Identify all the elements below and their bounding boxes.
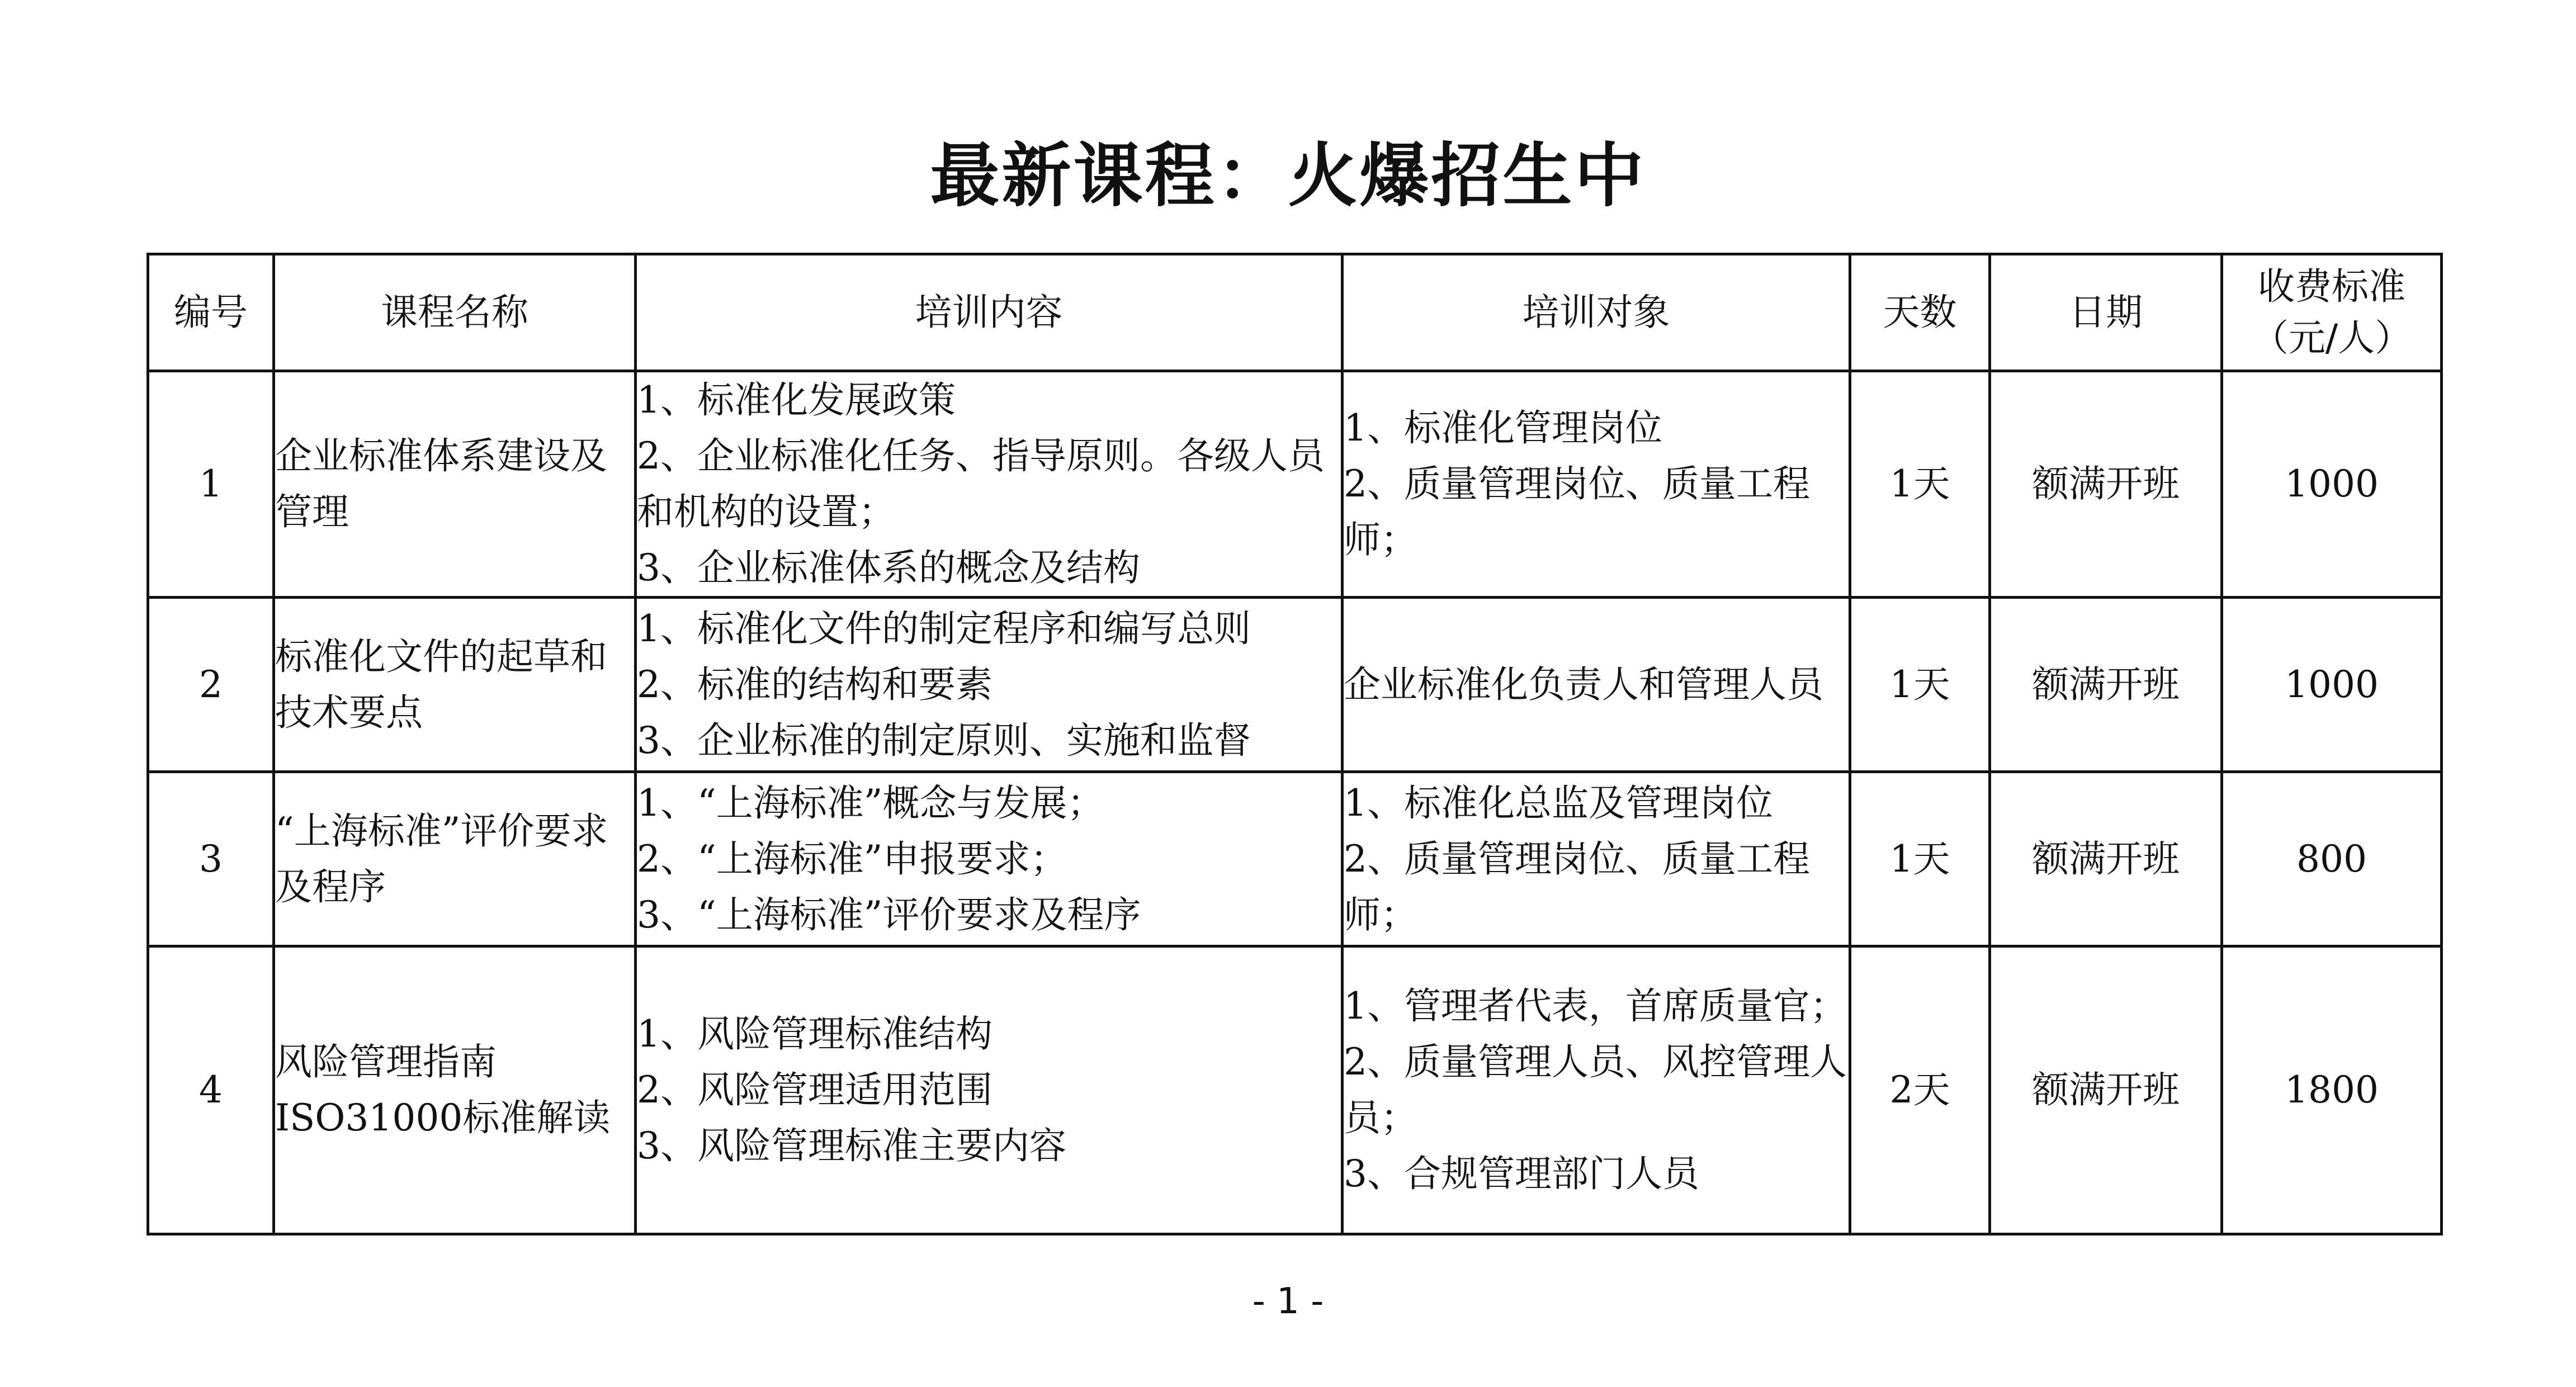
target-line: 1、管理者代表，首席质量官； [1344, 984, 1847, 1028]
content-line: 1、“上海标准”概念与发展； [637, 781, 1104, 825]
header-target: 培训对象 [1343, 254, 1850, 371]
cell-no: 1 [148, 371, 274, 598]
cell-days: 2天 [1850, 946, 1990, 1234]
target-line: 2、质量管理人员、风控管理人员； [1344, 1040, 1847, 1139]
cell-days: 1天 [1850, 772, 1990, 946]
table-row [148, 371, 2442, 598]
cell-date: 额满开班 [1990, 371, 2222, 598]
cell-fee: 800 [2222, 772, 2442, 946]
cell-fee: 1000 [2222, 371, 2442, 598]
content-line: 1、标准化发展政策 [637, 378, 956, 422]
header-no: 编号 [148, 254, 274, 371]
cell-date: 额满开班 [1990, 772, 2222, 946]
cell-date: 额满开班 [1990, 598, 2222, 772]
cell-no: 4 [148, 946, 274, 1234]
cell-course-name: “上海标准”评价要求及程序 [274, 772, 636, 946]
header-fee-line-2: （元/人） [2251, 316, 2412, 359]
header-date: 日期 [1990, 254, 2222, 371]
cell-target [1343, 371, 1850, 598]
content-line: 2、“上海标准”申报要求； [637, 837, 1067, 881]
cell-course-name: 标准化文件的起草和技术要点 [274, 598, 636, 772]
header-fee [2222, 254, 2442, 371]
content-line: 3、风险管理标准主要内容 [637, 1124, 1066, 1167]
course-table [146, 253, 2443, 1235]
cell-target [1343, 772, 1850, 946]
content-line: 1、标准化文件的制定程序和编写总则 [637, 607, 1251, 650]
header-course-name: 课程名称 [274, 254, 636, 371]
cell-course-name: 风险管理指南ISO31000标准解读 [274, 946, 636, 1234]
target-line: 企业标准化负责人和管理人员 [1344, 662, 1823, 706]
table-row [148, 772, 2442, 946]
target-line: 1、标准化总监及管理岗位 [1344, 781, 1773, 825]
cell-fee: 1800 [2222, 946, 2442, 1234]
table-row [148, 598, 2442, 772]
target-line: 2、质量管理岗位、质量工程师； [1344, 462, 1810, 561]
header-days: 天数 [1850, 254, 1990, 371]
target-line: 1、标准化管理岗位 [1344, 406, 1662, 449]
cell-content [636, 946, 1343, 1234]
cell-content [636, 772, 1343, 946]
cell-date: 额满开班 [1990, 946, 2222, 1234]
cell-fee: 1000 [2222, 598, 2442, 772]
page-title: 最新课程：火爆招生中 [930, 136, 1646, 216]
page-number: - 1 - [1252, 1281, 1324, 1322]
cell-content [636, 598, 1343, 772]
header-fee-line-1: 收费标准 [2258, 265, 2405, 308]
content-line: 2、企业标准化任务、指导原则。各级人员和机构的设置； [637, 434, 1325, 533]
content-line: 2、风险管理适用范围 [637, 1068, 992, 1111]
header-content: 培训内容 [636, 254, 1343, 371]
content-line: 3、“上海标准”评价要求及程序 [637, 893, 1141, 936]
target-line: 2、质量管理岗位、质量工程师； [1344, 837, 1810, 936]
table-row [148, 946, 2442, 1234]
cell-course-name: 企业标准体系建设及管理 [274, 371, 636, 598]
cell-no: 2 [148, 598, 274, 772]
cell-target [1343, 598, 1850, 772]
cell-content [636, 371, 1343, 598]
target-line: 3、合规管理部门人员 [1344, 1152, 1699, 1195]
content-line: 3、企业标准体系的概念及结构 [637, 546, 1140, 589]
header-row [148, 254, 2442, 371]
cell-days: 1天 [1850, 371, 1990, 598]
content-line: 3、企业标准的制定原则、实施和监督 [637, 718, 1251, 762]
content-line: 1、风险管理标准结构 [637, 1012, 992, 1055]
cell-days: 1天 [1850, 598, 1990, 772]
cell-target [1343, 946, 1850, 1234]
content-line: 2、标准的结构和要素 [637, 662, 992, 706]
cell-no: 3 [148, 772, 274, 946]
